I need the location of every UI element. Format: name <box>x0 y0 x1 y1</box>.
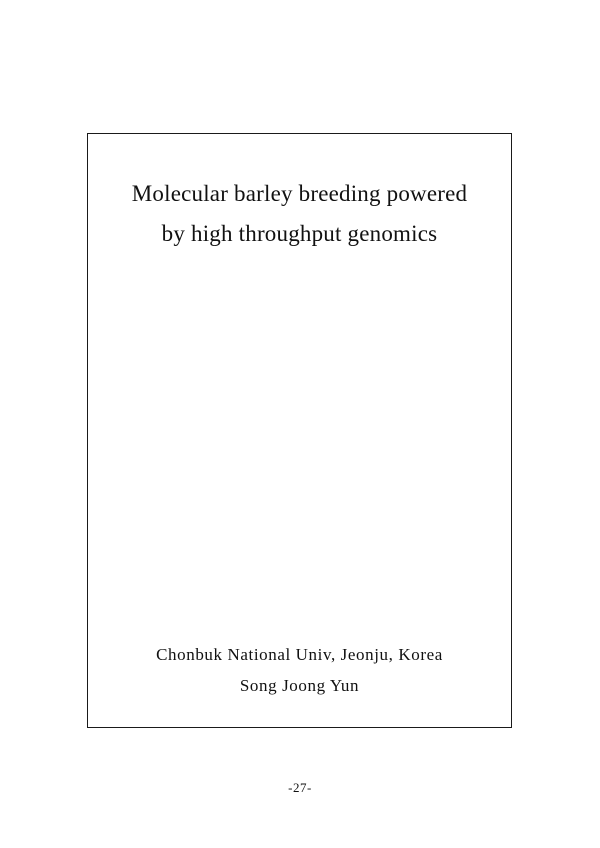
author-block <box>88 639 511 701</box>
paper-title <box>88 174 511 254</box>
affiliation: Chonbuk National Univ, Jeonju, Korea <box>156 645 443 664</box>
title-line-2: by high throughput genomics <box>161 221 438 246</box>
page-number: -27- <box>288 780 312 795</box>
title-page-frame <box>87 133 512 728</box>
author-name: Song Joong Yun <box>239 676 360 695</box>
title-line-1: Molecular barley breeding powered <box>131 181 468 206</box>
